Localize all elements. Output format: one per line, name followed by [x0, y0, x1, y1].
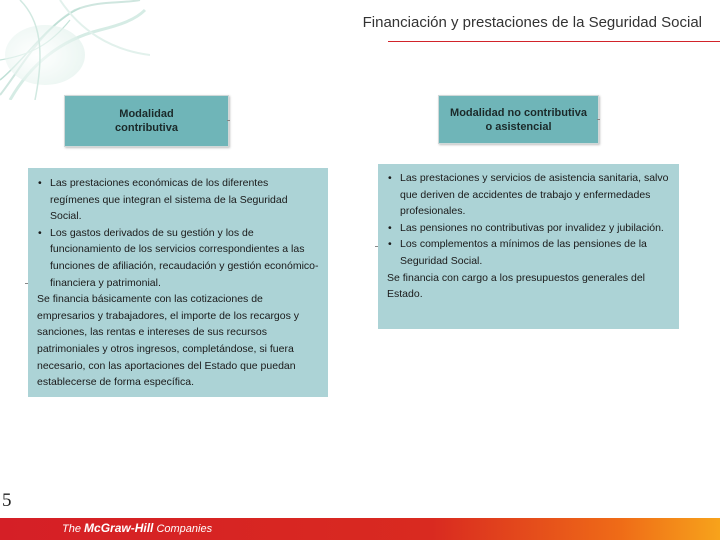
decorative-swirl-graphic: [0, 0, 150, 100]
contributiva-heading-line1: Modalidad: [119, 108, 174, 120]
publisher-logo: [62, 521, 212, 535]
contributiva-content-box: [28, 168, 328, 397]
contributiva-financing-text: Se financia básicamente con las cotizaciones de empresarios y trabajadores, el importe de los recargos y sanciones, las rentas e intereses de sus recursos patrimoniales y otros ingresos, completándose, si fuera necesario, con las aportaciones del Estado que puedan establecerse de forma específica.: [37, 293, 300, 389]
page-title: Financiación y prestaciones de la Seguridad Social: [362, 14, 702, 31]
list-item: • Las prestaciones y servicios de asistencia sanitaria, salvo que deriven de accidentes de trabajo y enfermedades profesionales.: [387, 170, 671, 220]
connector-tick: [597, 119, 600, 120]
no-contributiva-financing-text: Se financia con cargo a los presupuestos generales del Estado.: [387, 271, 645, 301]
contributiva-heading-line2: contributiva: [115, 122, 178, 134]
connector-tick: [227, 120, 230, 121]
list-item: • Los gastos derivados de su gestión y los de funcionamiento de los servicios correspondientes a las funciones de afiliación, recaudación y gestión económico-financiera y patrimonial.: [37, 225, 320, 291]
contributiva-bullet-list: [37, 175, 320, 291]
header-divider: [388, 41, 720, 42]
list-item: • Las pensiones no contributivas por invalidez y jubilación.: [387, 220, 671, 237]
no-contributiva-heading-line1: Modalidad no contributiva: [450, 106, 587, 119]
no-contributiva-content-box: [378, 164, 679, 329]
no-contributiva-heading-line2: o asistencial: [485, 120, 552, 133]
no-contributiva-heading-box: [438, 95, 599, 144]
logo-suffix: Companies: [156, 523, 213, 535]
list-item: • Los complementos a mínimos de las pensiones de la Seguridad Social.: [387, 236, 671, 269]
contributiva-heading-box: [64, 95, 229, 147]
list-item: • Las prestaciones económicas de los diferentes regímenes que integran el sistema de la Seguridad Social.: [37, 175, 320, 225]
logo-brand: McGraw-Hill: [84, 521, 154, 535]
footer-bar: [0, 518, 720, 540]
no-contributiva-bullet-list: [387, 170, 671, 270]
slide-number: 5: [2, 490, 12, 511]
logo-prefix: The: [62, 523, 81, 535]
